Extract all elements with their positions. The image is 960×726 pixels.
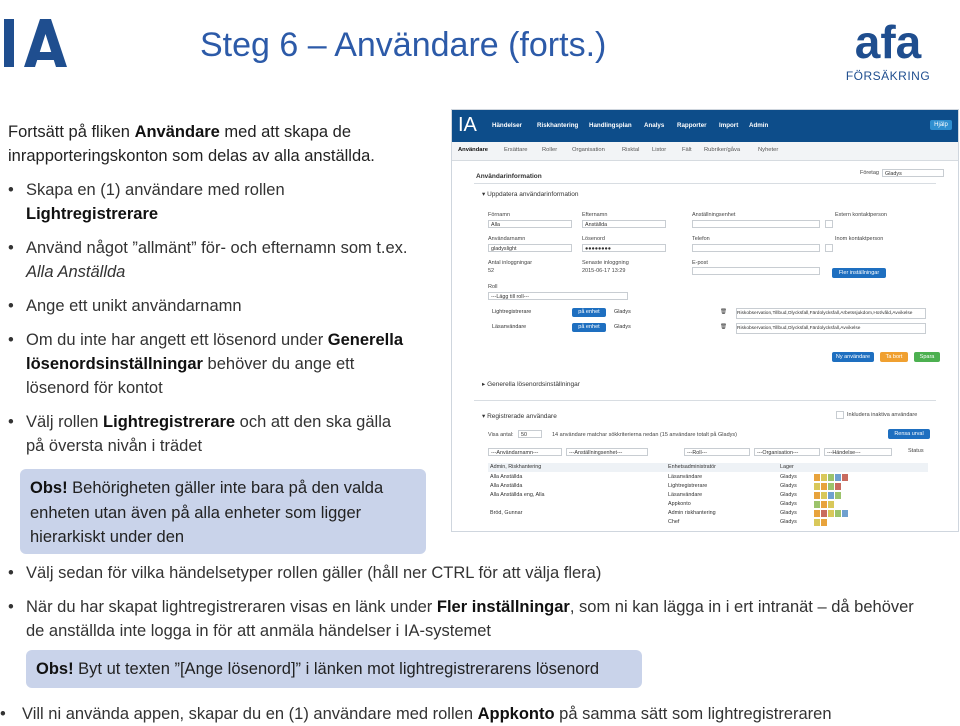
risk-swatches [814,501,834,508]
label-epost: E-post [692,260,708,266]
help-button[interactable]: Hjälp [930,120,952,130]
label-fornamn: Förnamn [488,212,511,218]
status-label: Status [908,448,924,454]
role-row: Läsanvändare på enhet Gladys 🗑 Riskobservation,Tillbud,Olycksfall,Färdolycksfall,Avvikelse [488,323,928,332]
input-anvandarnamn[interactable]: gladyslight [488,244,572,252]
bullet-create-user: • Skapa en (1) användare med rollen Lightregistrerare [8,181,285,223]
tab-roller[interactable]: Roller [542,147,558,153]
risk-swatches [814,510,848,517]
input-losenord[interactable]: ●●●●●●●● [582,244,666,252]
filter-anstallningsenhet[interactable]: ---Anställningsenhet--- [566,448,648,456]
tab-listor[interactable]: Listor [652,147,667,153]
label-losenord: Lösenord [582,236,605,242]
label-telefon: Telefon [692,236,710,242]
risk-swatches [814,519,827,526]
risk-swatches [814,492,841,499]
nav-rapporter[interactable]: Rapporter [677,122,707,129]
bullet-app-account: • Vill ni använda appen, skapar du en (1) användare med rollen Appkonto på samma sätt som lightregistreraren [0,705,832,723]
trash-icon[interactable]: 🗑 [720,309,727,315]
bullet-generic-name: • Använd något ”allmänt” för- och efternamn som t.ex. Alla Anställda [8,239,408,281]
pa-enhet-button[interactable]: på enhet [572,323,606,332]
input-efternamn[interactable]: Anställda [582,220,666,228]
label-extern: Extern kontaktperson [835,212,887,218]
risk-swatches [814,474,848,481]
bullet-more-settings-link: • När du har skapat lightregistreraren visas en länk under Fler inställningar, som ni kan lägga in i ert intranät – då behöver de anställda inte logga in för att anmäla händelser i IA-systemet [8,598,914,640]
ny-anvandare-button[interactable]: Ny användare [832,352,874,362]
afa-forsakring-logo [846,6,930,84]
checkbox-inom[interactable] [825,244,833,252]
company-label: Företag [860,170,879,176]
tab-rubriker[interactable]: Rubriker/gåva [704,147,741,153]
pa-enhet-button[interactable]: på enhet [572,308,606,317]
tab-nyheter[interactable]: Nyheter [758,147,779,153]
bullet-event-types: • Välj sedan för vilka händelsetyper rollen gäller (håll ner CTRL för att välja flera) [8,564,602,582]
visa-antal-select[interactable]: 50 [518,430,542,438]
ta-bort-button[interactable]: Ta bort [880,352,908,362]
table-row[interactable]: Alla Anställda Lightregistrerare Gladys [490,483,797,489]
obs-note-permissions: Obs! Behörigheten gäller inte bara på den valda enheten utan även på alla enheter som ligger hierarkiskt under den [20,469,426,554]
ia-nav-logo[interactable]: IA [458,114,477,136]
nav-handelser[interactable]: Händelser [492,122,522,129]
svg-text:FÖRSÄKRING: FÖRSÄKRING [846,69,930,83]
svg-text:afa: afa [854,16,922,68]
nav-analys[interactable]: Analys [644,122,665,129]
label-inom: Inom kontaktperson [835,236,884,242]
match-count-text: 14 användare matchar sökkriterierna nedan (15 användare totalt på Gladys) [552,432,737,438]
rensa-urval-button[interactable]: Rensa urval [888,429,930,439]
label-include-inactive: Inkludera inaktiva användare [847,412,918,418]
input-telefon[interactable] [692,244,820,252]
top-navbar [452,110,958,142]
obs-note-password-link: Obs! Byt ut texten ”[Ange lösenord]” i länken mot lightregistrerarens lösenord [26,650,642,688]
filter-handelse[interactable]: ---Händelse--- [824,448,892,456]
panel-title-user-info: Användarinformation [476,173,542,180]
checkbox-extern[interactable] [825,220,833,228]
ia-system-screenshot [451,109,959,532]
table-row[interactable]: Bröd, Gunnar Admin riskhantering Gladys [490,510,797,516]
filter-roll[interactable]: ---Roll--- [684,448,750,456]
bullet-unique-username: • Ange ett unikt användarnamn [8,297,242,315]
tab-organisation[interactable]: Organisation [572,147,605,153]
ia-logo [4,16,76,70]
label-antal-inloggningar: Antal inloggningar [488,260,533,266]
filter-organisation[interactable]: ---Organisation--- [754,448,820,456]
table-row[interactable]: Alla Anställda Läsanvändare Gladys [490,474,797,480]
table-header: Admin, Riskhantering Enhetsadministratör Lager [488,463,928,472]
label-anstallningsenhet: Anställningsenhet [692,212,736,218]
nav-admin[interactable]: Admin [749,122,769,129]
label-roll: Roll [488,284,498,290]
page-title: Steg 6 – Användare (forts.) [200,26,607,64]
section-registered-users[interactable]: ▾ Registrerade användare [482,413,557,420]
tab-ersattare[interactable]: Ersättare [504,147,528,153]
admin-subnav [452,142,958,161]
role-row: Lightregistrerare på enhet Gladys 🗑 Riskobservation,Tillbud,Olycksfall,Färdolycksfall,Arbetssjukdom,Hot/våld,Avvikelse [488,308,928,317]
input-anstallningsenhet[interactable] [692,220,820,228]
event-types-select[interactable]: Riskobservation,Tillbud,Olycksfall,Färdolycksfall,Arbetssjukdom,Hot/våld,Avvikelse [736,308,926,319]
nav-handlingsplan[interactable]: Handlingsplan [589,122,632,129]
trash-icon[interactable]: 🗑 [720,324,727,330]
event-types-select[interactable]: Riskobservation,Tillbud,Olycksfall,Färdolycksfall,Avvikelse [736,323,926,334]
value-antal-inloggningar: 52 [488,268,495,274]
filter-anvandarnamn[interactable]: ---Användarnamn--- [488,448,562,456]
fler-installningar-button[interactable]: Fler inställningar [832,268,886,278]
checkbox-include-inactive[interactable] [836,411,844,419]
table-row[interactable]: Appkonto Gladys [668,501,797,507]
bullet-choose-role: • Välj rollen Lightregistrerare och att den ska gälla på översta nivån i trädet [8,413,392,455]
section-password-settings[interactable]: ▸ Generella lösenordsinställningar [482,381,580,388]
label-visa-antal: Visa antal: [488,432,514,438]
intro-text: Fortsätt på fliken Användare med att skapa de inrapporteringskonton som delas av alla anställda. [8,123,375,165]
tab-anvandare[interactable]: Användare [458,147,488,153]
label-anvandarnamn: Användarnamn [488,236,526,242]
tab-falt[interactable]: Fält [682,147,692,153]
label-senaste-inloggning: Senaste inloggning [582,260,629,266]
label-efternamn: Efternamn [582,212,608,218]
nav-import[interactable]: Import [719,122,739,129]
role-select[interactable]: ---Lägg till roll--- [488,292,628,300]
bullet-password: • Om du inte har angett ett lösenord under Generella lösenordsinställningar behöver du ange ett lösenord för kontot [8,331,403,397]
value-senaste-inloggning: 2015-06-17 13:29 [582,268,626,274]
section-update-user[interactable]: ▾ Uppdatera användarinformation [482,191,579,198]
tab-risktal[interactable]: Risktal [622,147,640,153]
spara-button[interactable]: Spara [914,352,940,362]
table-row[interactable]: Chef Gladys [668,519,797,525]
nav-riskhantering[interactable]: Riskhantering [537,122,579,129]
table-row[interactable]: Alla Anställda eng, Alla Läsanvändare Gladys [490,492,797,498]
input-epost[interactable] [692,267,820,275]
input-fornamn[interactable]: Alla [488,220,572,228]
company-select[interactable]: Gladys [882,169,944,177]
risk-swatches [814,483,841,490]
